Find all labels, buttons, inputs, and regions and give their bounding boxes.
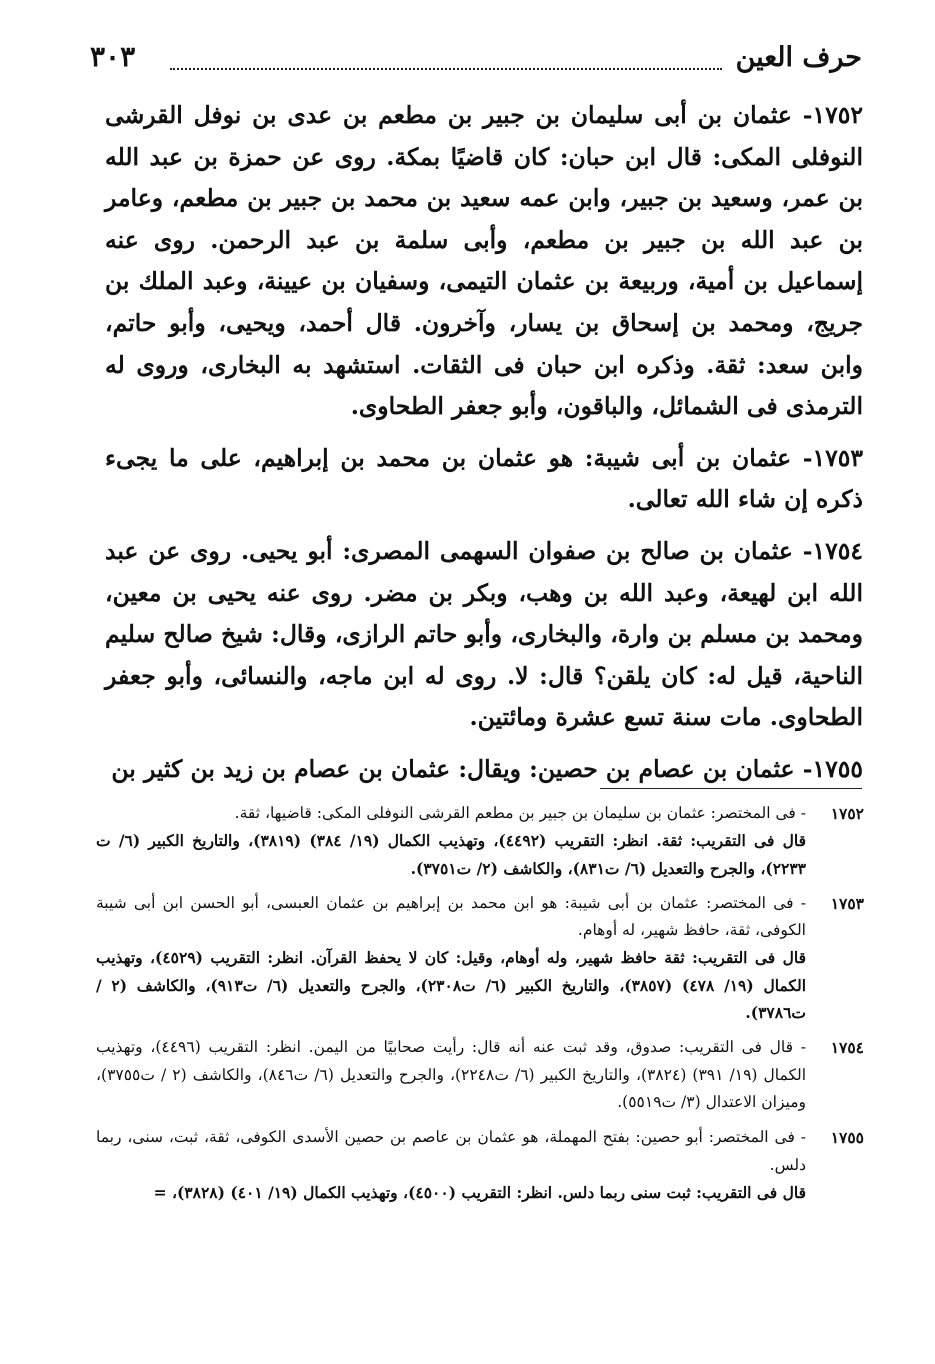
main-text — [105, 95, 863, 801]
entry-number: ١٧٥٣ — [812, 443, 863, 472]
footnote-number: ١٧٥٣ — [830, 893, 864, 913]
footnote-line: - فى المختصر: عثمان بن أبى شيبة: هو ابن محمد بن إبراهيم بن عثمان العبسى، أبو الحسن ابن أبى شيبة الكوفى، ثقة، حافظ شهير، له أوهام. — [96, 893, 806, 940]
entry-text: - عثمان بن عصام بن حصين: ويقال: عثمان بن عصام بن زيد بن كثير بن — [111, 754, 813, 783]
footnote-separator — [600, 788, 862, 789]
entry-1755 — [105, 749, 863, 791]
footnote-number: ١٧٥٤ — [830, 1038, 864, 1058]
entry-number: ١٧٥٥ — [812, 754, 863, 783]
footnote-line: - فى المختصر: عثمان بن سليمان بن جبير بن مطعم القرشى النوفلى المكى: قاضيها، ثقة. — [234, 804, 806, 822]
page-header — [90, 38, 862, 84]
running-title: حرف العين — [735, 42, 862, 73]
page-number: ٣٠٣ — [90, 40, 136, 73]
footnote-number: ١٧٥٥ — [830, 1128, 864, 1148]
footnote-1754 — [96, 1034, 864, 1116]
entry-text: - عثمان بن صالح بن صفوان السهمى المصرى: أبو يحيى. روى عن عبد الله ابن لهيعة، وعبد الله بن وهب، وبكر بن مضر. روى عنه يحيى بن معين، ومحمد بن مسلم بن وارة، والبخارى، وأبو حاتم الرازى، وقال: شيخ صالح سليم الناحية، قيل له: كان يلقن؟ قال: لا. روى له ابن ماجه، والنسائى، وأبو جعفر الطحاوى. مات سنة تسع عشرة ومائتين. — [105, 536, 863, 732]
footnote-1752 — [96, 800, 864, 882]
footnote-line: قال فى التقريب: ثقة. انظر: التقريب (٤٤٩٢)، وتهذيب الكمال (١٩/ ٣٨٤) (٣٨١٩)، والتاريخ الكبير (٦/ ت ٢٢٣٣)، والجرح والتعديل (٦/ ت٨٣١)، والكاشف (٢/ ت٣٧٥١). — [96, 831, 806, 878]
entry-1752 — [105, 95, 863, 428]
entry-number: ١٧٥٤ — [812, 536, 863, 565]
entry-1754 — [105, 531, 863, 739]
entry-text: - عثمان بن أبى سليمان بن جبير بن مطعم بن عدى بن نوفل القرشى النوفلى المكى: قال ابن حبان: كان قاضيًا بمكة. روى عن حمزة بن عبد الله بن عمر، وسعيد بن جبير، وابن عمه سعيد بن محمد بن جبير بن مطعم، وعامر بن عبد الله بن جبير بن مطعم، وأبى سلمة بن عبد الرحمن. روى عنه إسماعيل بن أمية، وربيعة بن عثمان التيمى، وسفيان بن عيينة، وعبد الملك بن جريج، ومحمد بن إسحاق بن يسار، وآخرون. قال أحمد، ويحيى، وأبو حاتم، وابن سعد: ثقة. وذكره ابن حبان فى الثقات. استشهد به البخارى، وروى له الترمذى فى الشمائل، والباقون، وأبو جعفر الطحاوى. — [105, 101, 863, 421]
header-leader-dots — [170, 68, 722, 70]
entry-text: - عثمان بن أبى شيبة: هو عثمان بن محمد بن إبراهيم، على ما يجىء ذكره إن شاء الله تعالى. — [105, 443, 863, 514]
footnote-line: قال فى التقريب: ثبت سنى ربما دلس. انظر: التقريب (٤٥٠٠)، وتهذيب الكمال (١٩/ ٤٠١) (٣٨٢٨)، = — [153, 1182, 806, 1202]
footnotes — [96, 800, 864, 1214]
footnote-1755 — [96, 1124, 864, 1206]
footnote-line: - قال فى التقريب: صدوق، وقد ثبت عنه أنه قال: رأيت صحابيًا من اليمن. انظر: التقريب (٤٤٩٦)، وتهذيب الكمال (١٩/ ٣٩١) (٣٨٢٤)، والتاريخ الكبير (٦/ ت٢٢٤٨)، والجرح والتعديل (٦/ ت٨٤٦)، والكاشف (٢ / ت٣٧٥٥)، وميزان الاعتدال (٣/ ت٥٥١٩). — [96, 1038, 807, 1111]
entry-1753 — [105, 438, 863, 521]
footnote-1753 — [96, 890, 864, 1026]
entry-number: ١٧٥٢ — [812, 101, 863, 129]
footnote-number: ١٧٥٢ — [830, 804, 864, 823]
footnote-line: قال فى التقريب: ثقة حافظ شهير، وله أوهام، وقيل: كان لا يحفظ القرآن. انظر: التقريب (٤٥٢٩)، وتهذيب الكمال (١٩/ ٤٧٨) (٣٨٥٧)، والتاريخ الكبير (٦/ ت٢٣٠٨)، والجرح والتعديل (٦/ ت٩١٣)، والكاشف (٢ / ت٣٧٨٦). — [96, 948, 806, 1023]
footnote-line: - فى المختصر: أبو حصين: بفتح المهملة، هو عثمان بن عاصم بن حصين الأسدى الكوفى، ثقة، ثبت، سنى، ربما دلس. — [96, 1128, 806, 1174]
